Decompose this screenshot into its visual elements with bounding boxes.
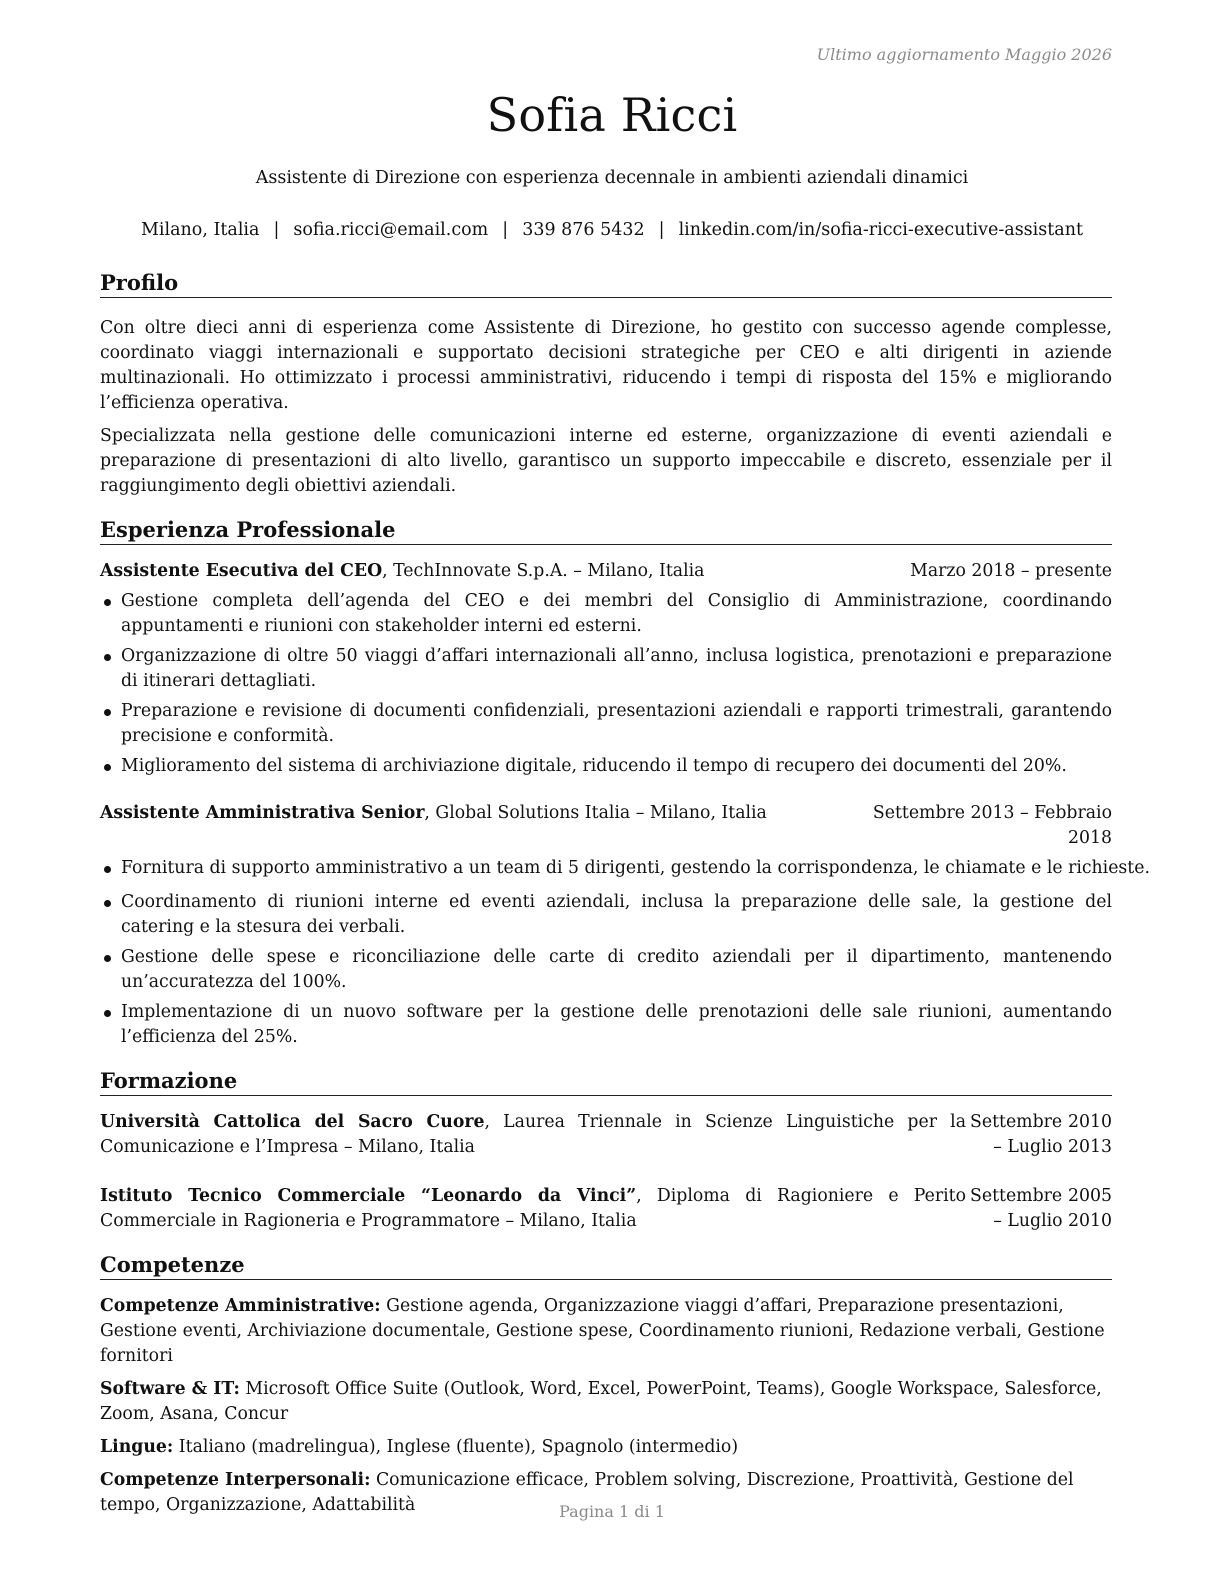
skill-text: Microsoft Office Suite (Outlook, Word, Excel, PowerPoint, Teams), Google Workspace, Salesforce, Zoom, Asana, Concur bbox=[100, 1379, 1102, 1424]
list-item: Preparazione e revisione di documenti confidenziali, presentazioni aziendali e rapporti trimestrali, garantendo precisione e conformità. bbox=[100, 699, 1112, 749]
contact-location: Milano, Italia bbox=[140, 220, 260, 240]
section-title-skills: Competenze bbox=[100, 1252, 1112, 1280]
job-bullets bbox=[100, 856, 1150, 1050]
degree-detail: , Laurea Triennale in Scienze Linguistiche per la Comunicazione e l’Impresa – Milano, Italia bbox=[100, 1112, 966, 1157]
list-item: Coordinamento di riunioni interne ed eventi aziendali, inclusa la preparazione delle sale, la gestione del catering e la stesura dei verbali. bbox=[100, 890, 1112, 940]
list-item: Miglioramento del sistema di archiviazione digitale, riducendo il tempo di recupero dei documenti del 20%. bbox=[100, 754, 1112, 779]
list-item: Gestione delle spese e riconciliazione delle carte di credito aziendali per il dipartimento, mantenendo un’accuratezza del 100%. bbox=[100, 945, 1112, 995]
list-item: Fornitura di supporto amministrativo a un team di 5 dirigenti, gestendo la corrispondenza, le chiamate e le richieste. bbox=[100, 856, 1112, 881]
skill-line bbox=[100, 1377, 1112, 1427]
section-title-profile: Profilo bbox=[100, 270, 1112, 298]
job-dates: Marzo 2018 – presente bbox=[910, 561, 1112, 581]
job-role: Assistente Esecutiva del CEO bbox=[100, 561, 383, 581]
job-header bbox=[100, 801, 1112, 851]
school-name: Università Cattolica del Sacro Cuore bbox=[100, 1112, 485, 1132]
job-entry bbox=[100, 801, 1150, 1050]
resume-body bbox=[100, 270, 1150, 1518]
contact-line bbox=[0, 220, 1224, 240]
skill-label: Competenze Interpersonali: bbox=[100, 1470, 371, 1490]
job-header bbox=[100, 559, 1112, 584]
job-role: Assistente Amministrativa Senior bbox=[100, 803, 425, 823]
profile-paragraph: Con oltre dieci anni di esperienza come Assistente di Direzione, ho gestito con successo agende complesse, coordinato viaggi internazionali e supportato decisioni strategiche per CEO e alti dirigenti in aziende multinazionali. Ho ottimizzato i processi amministrativi, riducendo i tempi di risposta del 15% e migliorando l’efficienza operativa. bbox=[100, 318, 1112, 413]
job-entry bbox=[100, 559, 1112, 779]
list-item: Gestione completa dell’agenda del CEO e dei membri del Consiglio di Amministrazione, coordinando appuntamenti e riunioni con stakeholder interni ed esterni. bbox=[100, 589, 1112, 639]
job-company: , Global Solutions Italia – Milano, Italia bbox=[424, 803, 767, 823]
education-dates: Settembre 2010 – Luglio 2013 bbox=[970, 1112, 1112, 1157]
separator: | bbox=[502, 220, 509, 240]
job-bullets bbox=[100, 589, 1112, 779]
job-company: , TechInnovate S.p.A. – Milano, Italia bbox=[382, 561, 705, 581]
contact-linkedin[interactable]: linkedin.com/in/sofia-ricci-executive-assistant bbox=[678, 220, 1084, 240]
skill-label: Lingue: bbox=[100, 1437, 174, 1457]
skill-label: Competenze Amministrative: bbox=[100, 1296, 381, 1316]
skill-label: Software & IT: bbox=[100, 1379, 240, 1399]
skill-text: Comunicazione efficace, Problem solving, Discrezione, Proattività, Gestione del tempo, Organizzazione, Adattabilità bbox=[100, 1470, 1074, 1515]
skill-text: Italiano (madrelingua), Inglese (fluente), Spagnolo (intermedio) bbox=[173, 1437, 739, 1457]
section-title-experience: Esperienza Professionale bbox=[100, 517, 1112, 545]
tagline: Assistente di Direzione con esperienza decennale in ambienti aziendali dinamici bbox=[255, 168, 969, 188]
profile-paragraph: Specializzata nella gestione delle comunicazioni interne ed esterne, organizzazione di eventi aziendali e preparazione di presentazioni di alto livello, garantisco un supporto impeccabile e discreto, essenziale per il raggiungimento degli obiettivi aziendali. bbox=[100, 426, 1112, 496]
candidate-name: Sofia Ricci bbox=[486, 88, 738, 142]
education-entry bbox=[100, 1110, 1112, 1160]
last-updated: Ultimo aggiornamento Maggio 2026 bbox=[816, 45, 1112, 64]
list-item: Organizzazione di oltre 50 viaggi d’affari internazionali all’anno, inclusa logistica, prenotazioni e preparazione di itinerari dettagliati. bbox=[100, 644, 1112, 694]
separator: | bbox=[273, 220, 280, 240]
section-title-education: Formazione bbox=[100, 1068, 1112, 1096]
separator: | bbox=[658, 220, 665, 240]
skill-text: Gestione agenda, Organizzazione viaggi d’affari, Preparazione presentazioni, Gestione eventi, Archiviazione documentale, Gestione spese, Coordinamento riunioni, Redazione verbali, Gestione fornitori bbox=[100, 1296, 1105, 1366]
school-name: Istituto Tecnico Commerciale “Leonardo da Vinci” bbox=[100, 1186, 637, 1206]
education-entry bbox=[100, 1184, 1112, 1234]
skill-line bbox=[100, 1294, 1112, 1369]
list-item: Implementazione di un nuovo software per la gestione delle prenotazioni delle sale riunioni, aumentando l’efficienza del 25%. bbox=[100, 1000, 1112, 1050]
contact-phone[interactable]: 339 876 5432 bbox=[522, 220, 645, 240]
degree-detail: , Diploma di Ragioniere e Perito Commerciale in Ragioneria e Programmatore – Milano, Italia bbox=[100, 1186, 966, 1231]
skill-line bbox=[100, 1435, 1112, 1460]
education-dates: Settembre 2005 – Luglio 2010 bbox=[970, 1186, 1112, 1231]
contact-email[interactable]: sofia.ricci@email.com bbox=[293, 220, 489, 240]
job-dates: Settembre 2013 – Febbraio 2018 bbox=[872, 803, 1112, 848]
page-number: Pagina 1 di 1 bbox=[559, 1502, 665, 1521]
